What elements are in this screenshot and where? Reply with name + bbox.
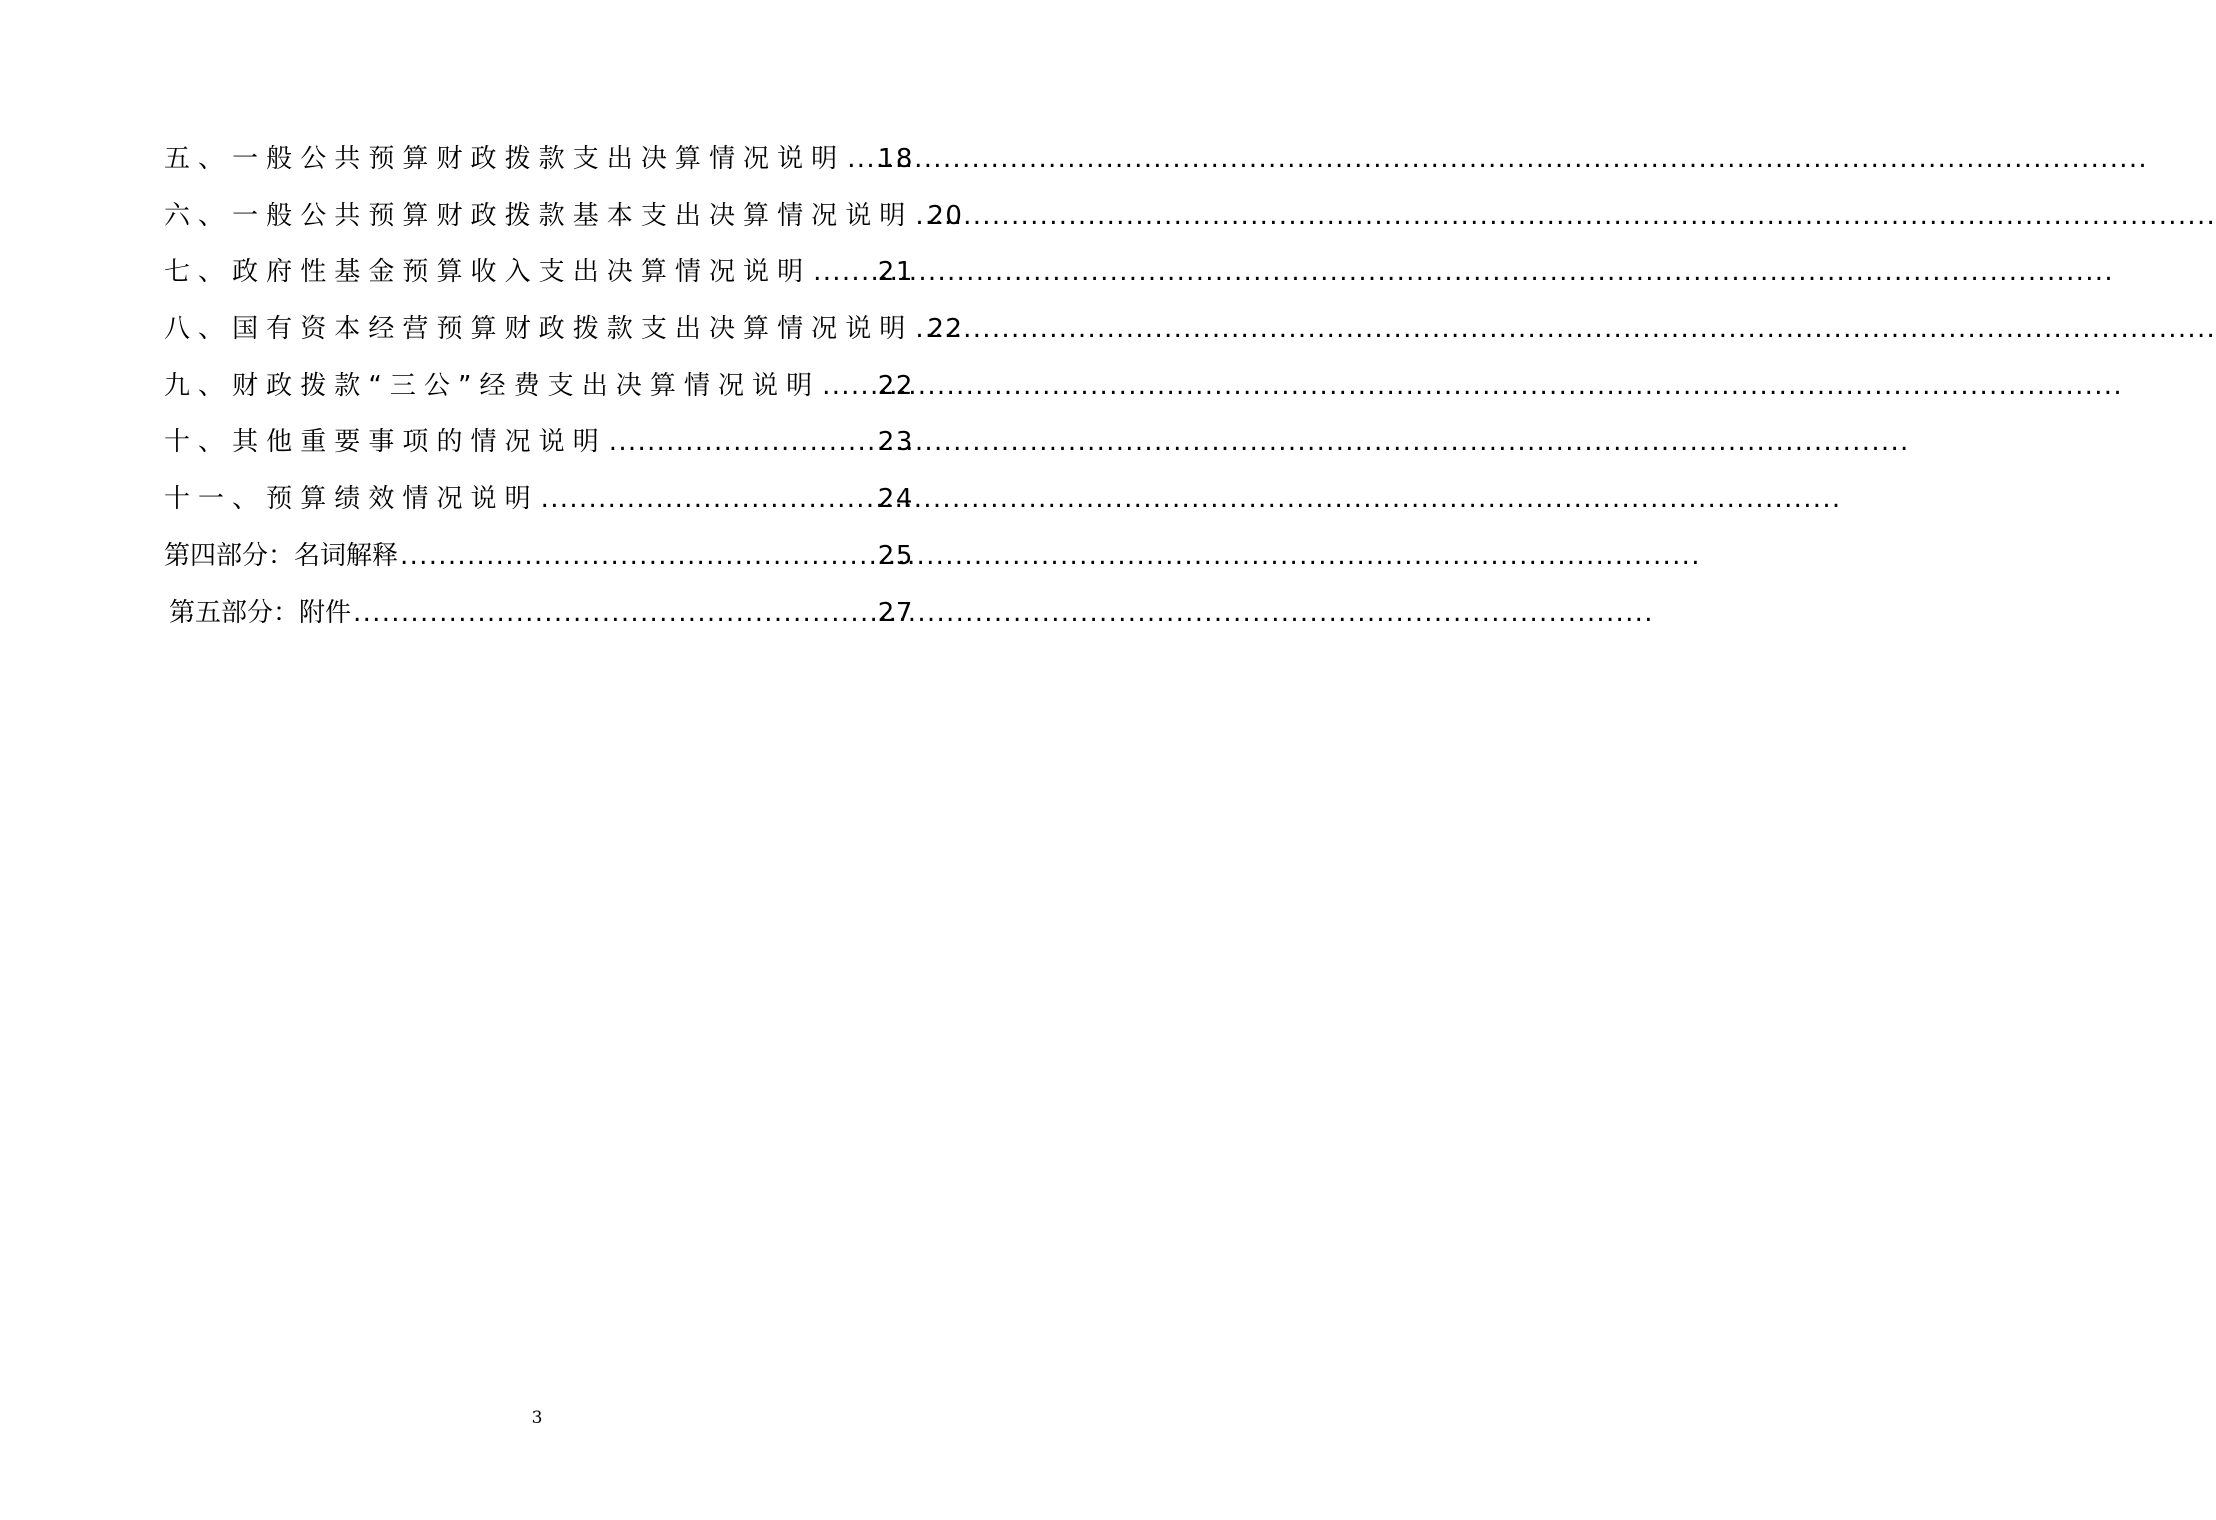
page-number: 3 [531, 1408, 543, 1428]
toc-entry-page: 20 [927, 200, 964, 231]
toc-entry[interactable] [164, 418, 914, 475]
toc-entry-title: 六、一般公共预算财政拨款基本支出决算情况说明 [164, 200, 914, 231]
toc-entry-title: 第四部分：名词解释 [164, 540, 399, 571]
toc-entry[interactable] [164, 192, 964, 249]
toc-dot-leader [609, 418, 876, 466]
toc-entry-page: 18 [877, 144, 914, 174]
toc-entry-title: 第五部分：附件 [169, 597, 352, 628]
toc-entry[interactable] [164, 532, 914, 589]
toc-entry[interactable] [164, 475, 914, 532]
toc-dot-leader [822, 362, 876, 410]
toc-entry[interactable] [164, 362, 914, 419]
toc-entry-title: 十一、预算绩效情况说明 [164, 484, 539, 515]
toc-entry-title: 九、财政拨款“三公”经费支出决算情况说明 [164, 370, 821, 401]
toc-entry-title: 五、一般公共预算财政拨款支出决算情况说明 [164, 144, 846, 174]
toc-entry-title: 七、政府性基金预算收入支出决算情况说明 [164, 257, 812, 288]
toc-dot-leader [915, 192, 925, 240]
toc-entry-title: 八、国有资本经营预算财政拨款支出决算情况说明 [164, 314, 914, 345]
toc-entry-page: 22 [877, 370, 914, 401]
toc-entry[interactable] [164, 135, 914, 192]
toc-entry-page: 22 [927, 314, 964, 345]
toc-dot-leader [541, 475, 876, 523]
toc-entry-page: 23 [877, 427, 914, 458]
toc-entry-page: 27 [877, 597, 914, 628]
table-of-contents [164, 135, 964, 645]
toc-entry[interactable] [164, 589, 914, 646]
toc-dot-leader [353, 589, 876, 637]
toc-entry-page: 25 [877, 540, 914, 571]
toc-dot-leader [813, 248, 876, 296]
toc-entry-title: 十、其他重要事项的情况说明 [164, 427, 607, 458]
toc-entry[interactable] [164, 305, 964, 362]
toc-entry[interactable] [164, 248, 914, 305]
toc-entry-page: 21 [877, 257, 914, 288]
toc-dot-leader [915, 305, 925, 353]
toc-entry-page: 24 [877, 484, 914, 515]
toc-dot-leader [400, 532, 876, 580]
toc-dot-leader [847, 135, 876, 183]
